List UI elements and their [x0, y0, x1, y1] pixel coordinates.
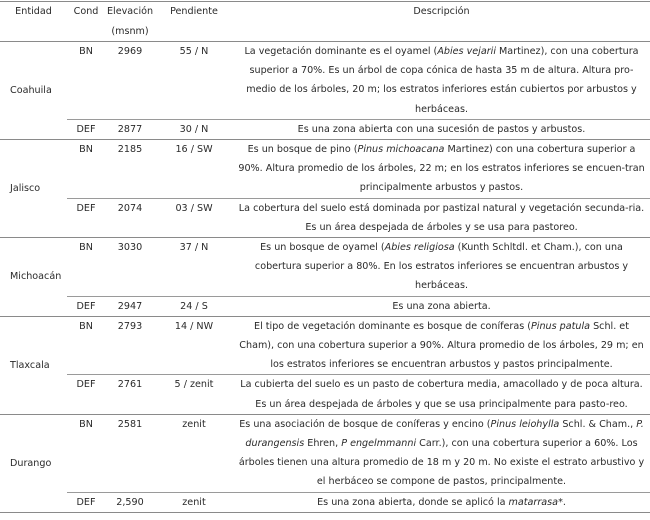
cell-elevacion: 2185	[105, 140, 155, 199]
cell-pendiente: 24 / S	[155, 296, 233, 316]
cell-cond: DEF	[67, 119, 105, 139]
cell-cond: BN	[67, 414, 105, 492]
header-elevacion-line2: (msnm)	[111, 25, 149, 37]
species-name: Pinus michoacana	[357, 144, 445, 156]
cell-pendiente: zenit	[155, 492, 233, 512]
cell-descripcion	[233, 42, 650, 120]
cell-cond: DEF	[67, 296, 105, 316]
cell-descripcion	[233, 119, 650, 139]
cell-pendiente: 14 / NW	[155, 316, 233, 375]
table-row	[0, 238, 650, 297]
cell-elevacion: 2761	[105, 375, 155, 414]
cell-entidad: Coahuila	[0, 42, 67, 140]
table-row	[0, 492, 650, 512]
cell-entidad: Michoacán	[0, 238, 67, 317]
table-row	[0, 375, 650, 414]
table-row	[0, 316, 650, 375]
cell-elevacion: 2,590	[105, 492, 155, 512]
description-text: Es una asociación de bosque de coníferas y encino (	[239, 418, 491, 430]
cell-elevacion: 2947	[105, 296, 155, 316]
description-text: Schl. & Cham.,	[559, 418, 637, 430]
description-text: Carr.), con una cobertura superior a 60%. Los árboles tienen una altura promedio de 18 m y 20 m. No existe el estrato arbustivo y el herbáceo se compone de pastos, principalmente.	[238, 438, 645, 488]
cell-pendiente: zenit	[155, 414, 233, 492]
description-text: Es una zona abierta.	[392, 300, 491, 312]
cell-elevacion: 2877	[105, 119, 155, 139]
cell-descripcion	[233, 414, 650, 492]
cell-pendiente: 55 / N	[155, 42, 233, 120]
table-row	[0, 42, 650, 120]
description-text: Es un bosque de pino (	[247, 144, 358, 156]
vegetation-table	[0, 1, 650, 513]
description-text: Es un bosque de oyamel (	[260, 242, 385, 254]
cell-pendiente: 30 / N	[155, 119, 233, 139]
table-body	[0, 42, 650, 513]
cell-elevacion: 2969	[105, 42, 155, 120]
table-row	[0, 414, 650, 492]
cell-descripcion	[233, 316, 650, 375]
table-row	[0, 119, 650, 139]
header-descripcion: Descripción	[413, 6, 470, 17]
cell-pendiente: 03 / SW	[155, 198, 233, 237]
description-text: La cobertura del suelo está dominada por pastizal natural y vegetación secunda-ria. Es un área despejada de árboles y se usa para pastoreo.	[238, 202, 645, 233]
header-cond: Cond	[73, 6, 99, 17]
cell-descripcion	[233, 140, 650, 199]
cell-elevacion: 2581	[105, 414, 155, 492]
cell-entidad: Tlaxcala	[0, 316, 67, 414]
description-text: La vegetación dominante es el oyamel (	[244, 46, 438, 57]
cell-cond: BN	[67, 140, 105, 199]
table-row	[0, 296, 650, 316]
cell-cond: BN	[67, 238, 105, 297]
cell-entidad: Jalisco	[0, 140, 67, 238]
description-text: Martinez), con una cobertura superior a 70%. Es un árbol de copa cónica de hasta 35 m de altura. Altura pro-medio de los árboles, 20 m; los estratos inferiores están cubiertos por arbustos y herbáceas.	[246, 46, 639, 115]
description-text: *.	[558, 496, 566, 508]
cell-elevacion: 2074	[105, 198, 155, 237]
cell-pendiente: 16 / SW	[155, 140, 233, 199]
cell-cond: BN	[67, 316, 105, 375]
table-row	[0, 140, 650, 199]
cell-pendiente: 5 / zenit	[155, 375, 233, 414]
description-text: La cubierta del suelo es un pasto de cobertura media, amacollado y de poca altura. Es un área despejada de árboles y que se usa principalmente para pasto-reo.	[240, 379, 643, 410]
cell-entidad: Durango	[0, 414, 67, 512]
species-name: matarrasa	[508, 496, 559, 508]
table-row	[0, 198, 650, 237]
species-name: P engelmmanni	[341, 438, 417, 450]
species-name: P. durangensis	[245, 418, 644, 450]
species-name: Pinus leiohylla	[490, 418, 560, 430]
cell-descripcion	[233, 492, 650, 512]
cell-descripcion	[233, 238, 650, 297]
description-text: (Kunth Schltdl. et Cham.), con una cobertura superior a 80%. En los estratos inferiores se encuentran arbustos y herbáceas.	[254, 242, 629, 292]
cell-descripcion	[233, 198, 650, 237]
description-text: El tipo de vegetación dominante es bosque de coníferas (	[254, 320, 532, 332]
header-elevacion	[105, 2, 155, 42]
description-text: Schl. et Cham), con una cobertura superior a 90%. Altura promedio de los árboles, 29 m; en los estratos inferiores se encuentran arbustos y pastos principalmente.	[239, 320, 644, 371]
cell-cond: DEF	[67, 492, 105, 512]
description-text: Ehren,	[304, 438, 342, 450]
description-text: Es una zona abierta con una sucesión de pastos y arbustos.	[297, 123, 586, 135]
species-name: Pinus patula	[531, 320, 591, 332]
header-elevacion-line1: Elevación	[107, 6, 154, 17]
description-text: Es una zona abierta, donde se aplicó la	[317, 496, 509, 508]
species-name: Abies vejarii	[437, 46, 496, 57]
species-name: Abies religiosa	[384, 242, 455, 254]
header-pendiente: Pendiente	[170, 6, 218, 17]
header-entidad: Entidad	[15, 6, 52, 17]
cell-elevacion: 2793	[105, 316, 155, 375]
cell-cond: DEF	[67, 198, 105, 237]
cell-cond: DEF	[67, 375, 105, 414]
description-text: Martinez) con una cobertura superior a 90%. Altura promedio de los árboles, 22 m; en los estratos inferiores se encuen-tran principalmente arbustos y pastos.	[238, 144, 645, 194]
cell-elevacion: 3030	[105, 238, 155, 297]
cell-cond: BN	[67, 42, 105, 120]
cell-descripcion	[233, 296, 650, 316]
cell-descripcion	[233, 375, 650, 414]
cell-pendiente: 37 / N	[155, 238, 233, 297]
header-row	[0, 2, 650, 42]
